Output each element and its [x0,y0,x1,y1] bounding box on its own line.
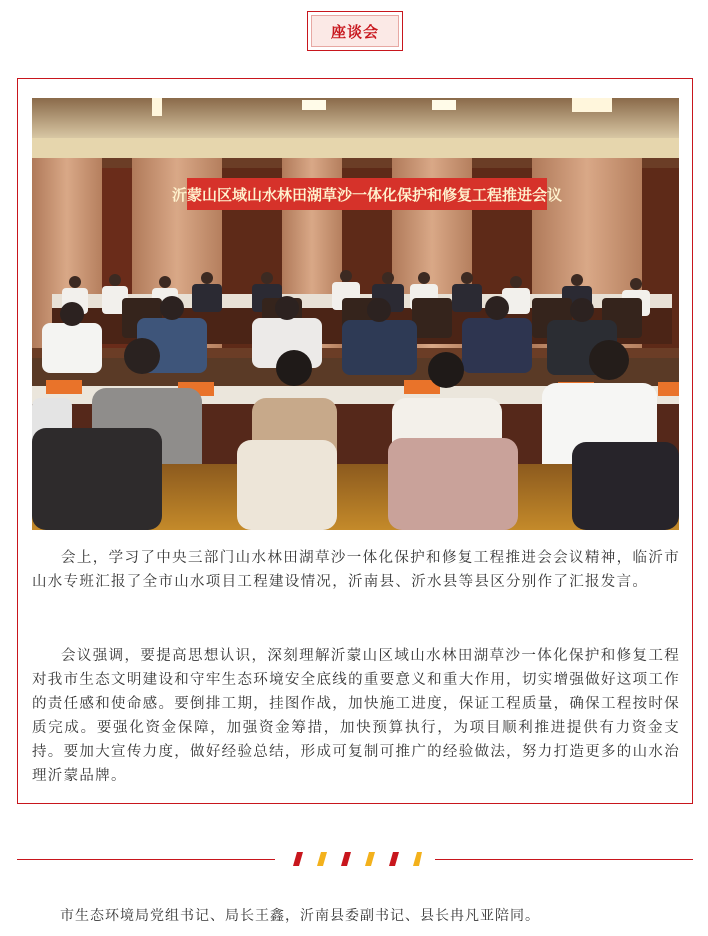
divider-line-right [435,859,693,860]
meeting-photo [32,98,679,530]
section-title: 座谈会 [311,15,399,47]
divider-line-left [17,859,275,860]
divider-stripes [288,852,422,866]
section-title-badge [307,11,403,51]
paragraph-2: 会议强调，要提高思想认识，深刻理解沂蒙山区域山水林田湖草沙一体化保护和修复工程对我市生态文明建设和守牢生态环境安全底线的重要意义和重大作用，切实增强做好这项工作的责任感和使命感。要倒排工期，挂图作战，加快施工进度，保证工程质量，确保工程按时保质完成。要强化资金保障，加强资金筹措，加快预算执行，为项目顺利推进提供有力资金支持。要加大宣传力度，做好经验总结，形成可复制可推广的经验做法，努力打造更多的山水治理沂蒙品牌。 [32,648,680,784]
footer-caption: 市生态环境局党组书记、局长王鑫，沂南县委副书记、县长冉凡亚陪同。 [60,908,540,924]
paragraph-1: 会上，学习了中央三部门山水林田湖草沙一体化保护和修复工程推进会会议精神，临沂市山水专班汇报了全市山水项目工程建设情况，沂南县、沂水县等县区分别作了汇报发言。 [32,550,680,590]
banner-text: 沂蒙山区域山水林田湖草沙一体化保护和修复工程推进会议 [171,186,563,204]
